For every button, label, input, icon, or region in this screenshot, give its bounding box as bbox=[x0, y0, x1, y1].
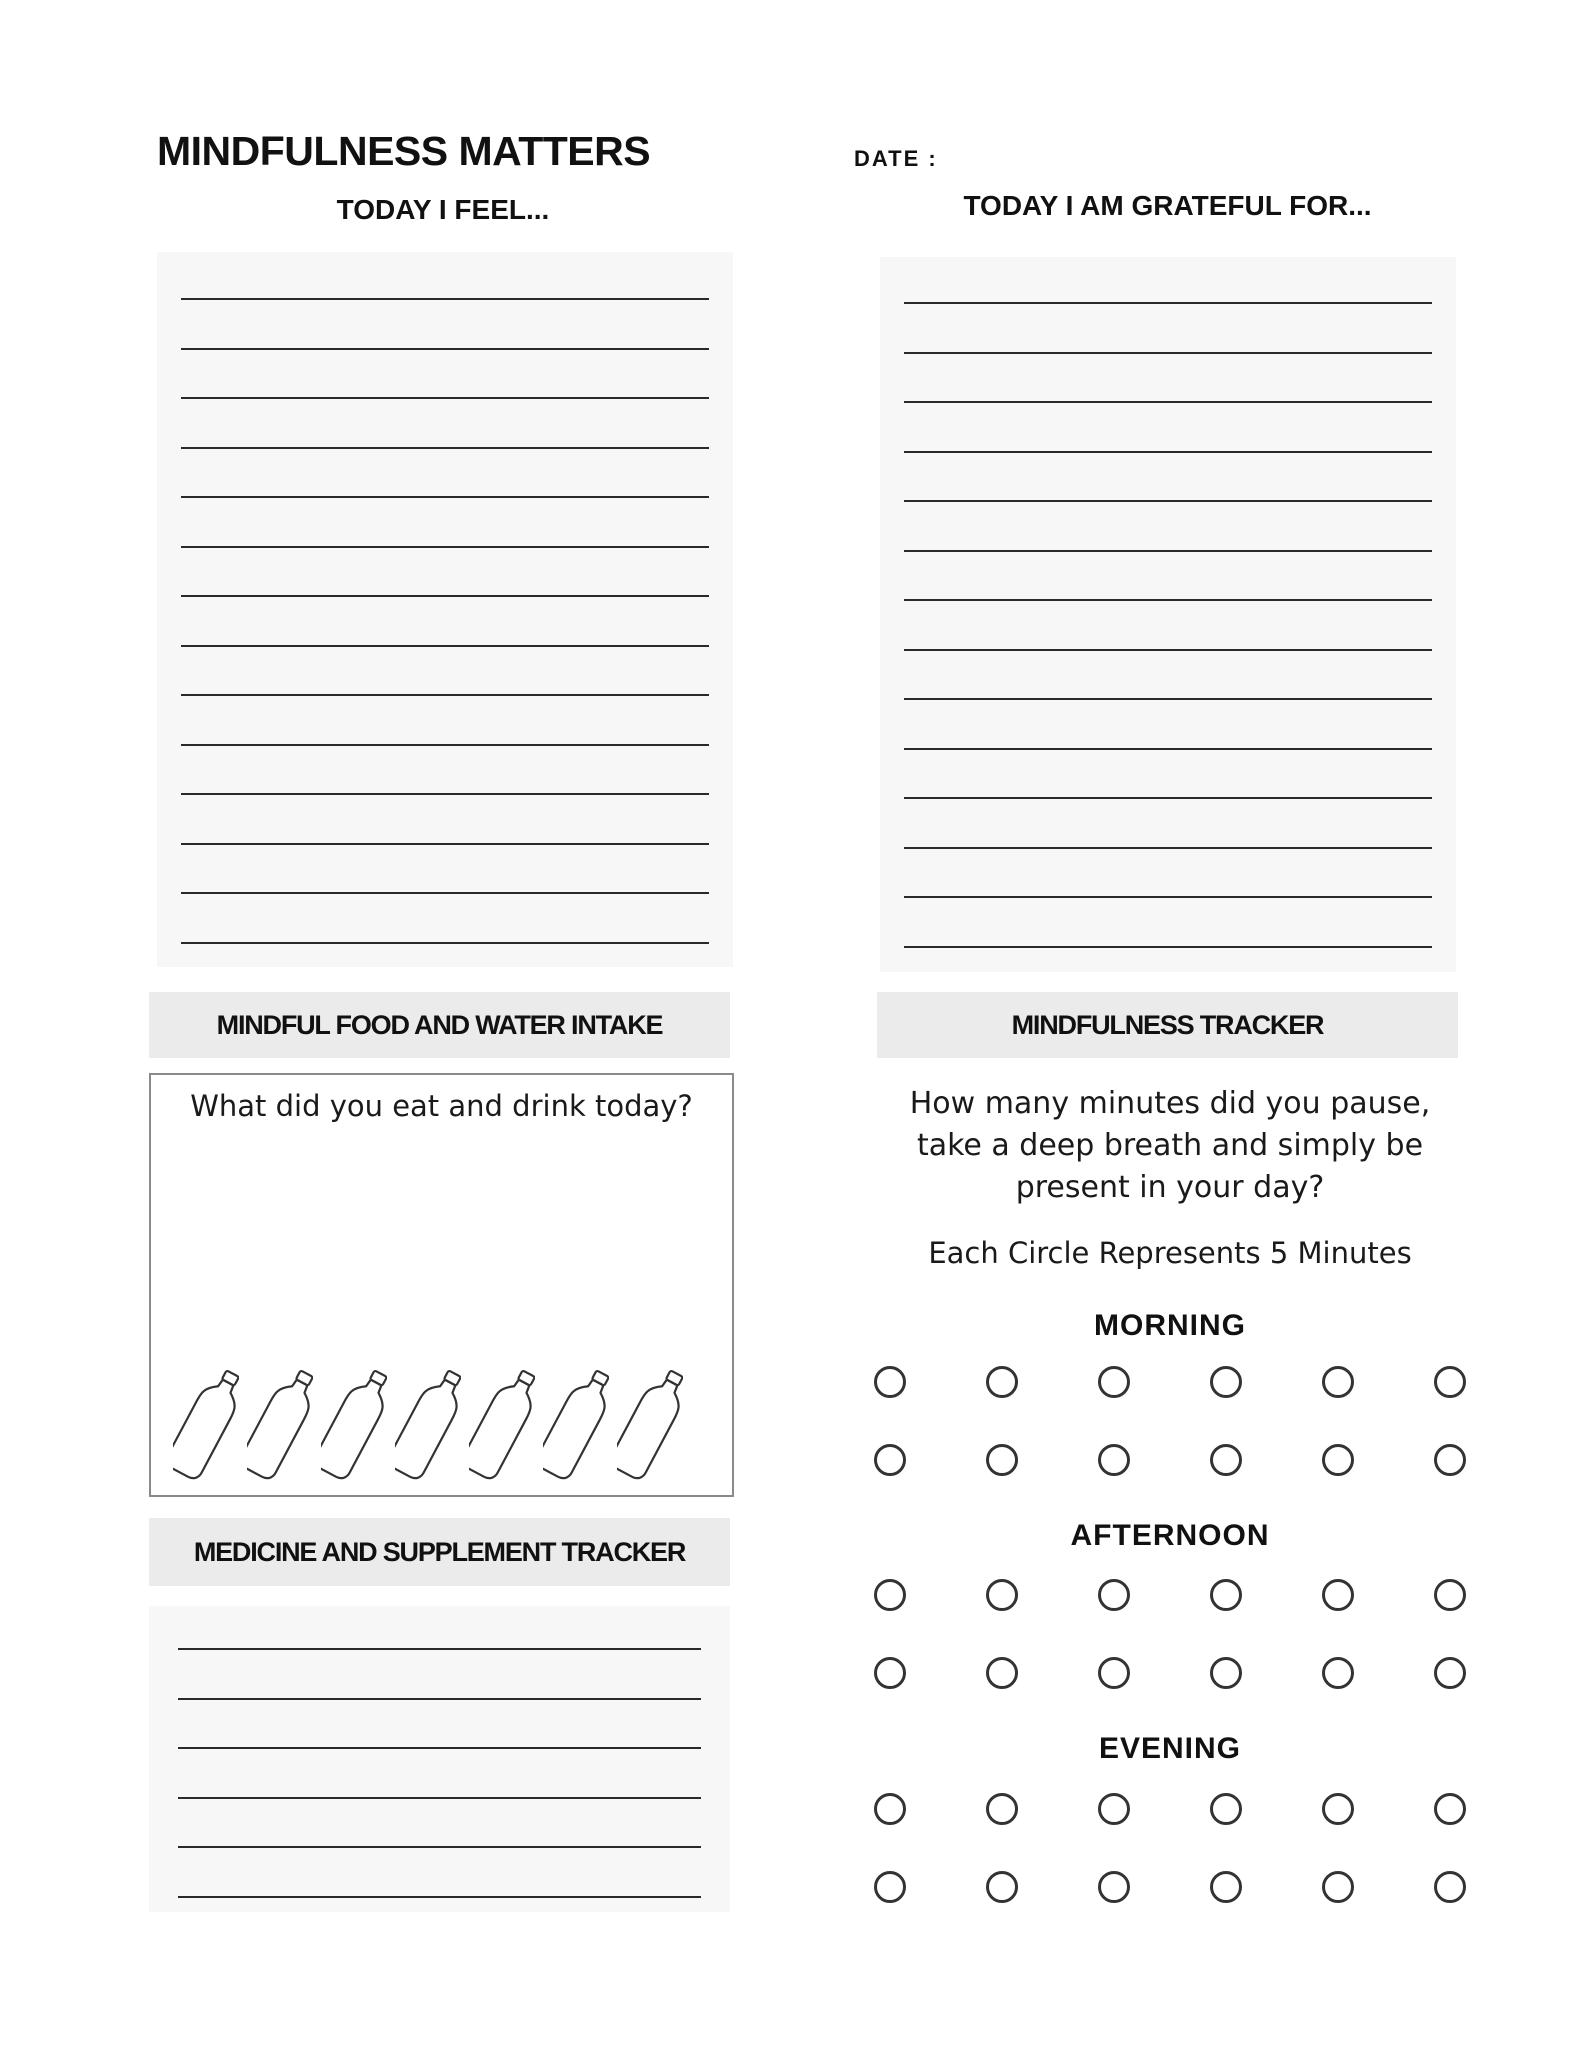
afternoon-circle[interactable] bbox=[1210, 1579, 1242, 1611]
writing-line bbox=[178, 1747, 701, 1749]
morning-circle[interactable] bbox=[986, 1444, 1018, 1476]
evening-circle[interactable] bbox=[1098, 1871, 1130, 1903]
afternoon-circle[interactable] bbox=[1210, 1657, 1242, 1689]
writing-line bbox=[178, 1797, 701, 1799]
writing-line bbox=[904, 401, 1432, 403]
water-bottle-icon bbox=[543, 1365, 609, 1488]
writing-line bbox=[181, 892, 709, 894]
evening-circle[interactable] bbox=[1322, 1871, 1354, 1903]
afternoon-circle[interactable] bbox=[986, 1579, 1018, 1611]
grateful-writing-area[interactable] bbox=[880, 257, 1456, 972]
morning-label: MORNING bbox=[1094, 1309, 1246, 1342]
water-bottle-icon bbox=[173, 1365, 239, 1488]
morning-circle[interactable] bbox=[874, 1444, 906, 1476]
writing-line bbox=[904, 698, 1432, 700]
afternoon-circle[interactable] bbox=[1434, 1579, 1466, 1611]
morning-circle[interactable] bbox=[986, 1366, 1018, 1398]
today-i-feel-writing-area[interactable] bbox=[157, 252, 733, 967]
writing-line bbox=[181, 645, 709, 647]
water-bottle-icon bbox=[247, 1365, 313, 1488]
page-title: MINDFULNESS MATTERS bbox=[157, 128, 651, 174]
evening-circle[interactable] bbox=[874, 1871, 906, 1903]
medicine-writing-area[interactable] bbox=[149, 1606, 730, 1912]
morning-circle[interactable] bbox=[1098, 1366, 1130, 1398]
writing-line bbox=[904, 946, 1432, 948]
mindfulness-tracker-heading: MINDFULNESS TRACKER bbox=[1011, 1009, 1324, 1040]
food-question: What did you eat and drink today? bbox=[190, 1089, 693, 1123]
morning-circle[interactable] bbox=[1322, 1444, 1354, 1476]
afternoon-circle[interactable] bbox=[874, 1657, 906, 1689]
evening-label: EVENING bbox=[1098, 1732, 1242, 1765]
writing-line bbox=[178, 1846, 701, 1848]
morning-circle[interactable] bbox=[1434, 1444, 1466, 1476]
morning-circle[interactable] bbox=[874, 1366, 906, 1398]
evening-circle[interactable] bbox=[1434, 1871, 1466, 1903]
morning-circle[interactable] bbox=[1210, 1444, 1242, 1476]
writing-line bbox=[181, 843, 709, 845]
afternoon-label: AFTERNOON bbox=[1070, 1519, 1270, 1552]
writing-line bbox=[904, 500, 1432, 502]
writing-line bbox=[178, 1648, 701, 1650]
food-water-box[interactable] bbox=[149, 1073, 734, 1497]
writing-line bbox=[181, 447, 709, 449]
water-bottle-icon bbox=[469, 1365, 535, 1488]
circle-legend: Each Circle Represents 5 Minutes bbox=[928, 1236, 1412, 1270]
afternoon-circle[interactable] bbox=[1098, 1657, 1130, 1689]
writing-line bbox=[181, 942, 709, 944]
writing-line bbox=[904, 302, 1432, 304]
evening-circle[interactable] bbox=[1210, 1793, 1242, 1825]
tracker-question: How many minutes did you pause, take a deep breath and simply be present in your day? bbox=[909, 1086, 1431, 1205]
afternoon-circle[interactable] bbox=[986, 1657, 1018, 1689]
writing-line bbox=[904, 451, 1432, 453]
water-bottle-icon bbox=[395, 1365, 461, 1488]
morning-circle[interactable] bbox=[1434, 1366, 1466, 1398]
afternoon-circle[interactable] bbox=[1322, 1579, 1354, 1611]
today-i-feel-heading: TODAY I FEEL... bbox=[336, 194, 550, 225]
food-water-heading: MINDFUL FOOD AND WATER INTAKE bbox=[216, 1009, 663, 1040]
morning-circle[interactable] bbox=[1322, 1366, 1354, 1398]
food-water-heading-band bbox=[149, 992, 730, 1058]
writing-line bbox=[904, 550, 1432, 552]
writing-line bbox=[181, 793, 709, 795]
medicine-heading-band bbox=[149, 1518, 730, 1586]
writing-line bbox=[181, 496, 709, 498]
water-bottle-icon bbox=[321, 1365, 387, 1488]
writing-line bbox=[181, 546, 709, 548]
writing-line bbox=[181, 348, 709, 350]
evening-circle[interactable] bbox=[986, 1793, 1018, 1825]
evening-circle[interactable] bbox=[1098, 1793, 1130, 1825]
water-bottle-icon bbox=[617, 1365, 683, 1488]
writing-line bbox=[904, 797, 1432, 799]
writing-line bbox=[178, 1698, 701, 1700]
afternoon-circle[interactable] bbox=[1322, 1657, 1354, 1689]
writing-line bbox=[904, 599, 1432, 601]
writing-line bbox=[178, 1896, 701, 1898]
evening-circle[interactable] bbox=[986, 1871, 1018, 1903]
writing-line bbox=[181, 744, 709, 746]
mindfulness-tracker-heading-band bbox=[877, 992, 1458, 1058]
date-label: DATE : bbox=[854, 146, 938, 171]
writing-line bbox=[904, 748, 1432, 750]
writing-line bbox=[181, 397, 709, 399]
afternoon-circle[interactable] bbox=[1098, 1579, 1130, 1611]
afternoon-circle[interactable] bbox=[874, 1579, 906, 1611]
evening-circle[interactable] bbox=[1210, 1871, 1242, 1903]
afternoon-circle[interactable] bbox=[1434, 1657, 1466, 1689]
medicine-heading: MEDICINE AND SUPPLEMENT TRACKER bbox=[193, 1536, 686, 1567]
evening-circle[interactable] bbox=[1322, 1793, 1354, 1825]
evening-circle[interactable] bbox=[1434, 1793, 1466, 1825]
writing-line bbox=[904, 649, 1432, 651]
writing-line bbox=[181, 595, 709, 597]
writing-line bbox=[181, 694, 709, 696]
writing-line bbox=[181, 298, 709, 300]
writing-line bbox=[904, 896, 1432, 898]
writing-line bbox=[904, 352, 1432, 354]
evening-circle[interactable] bbox=[874, 1793, 906, 1825]
morning-circle[interactable] bbox=[1210, 1366, 1242, 1398]
morning-circle[interactable] bbox=[1098, 1444, 1130, 1476]
grateful-heading: TODAY I AM GRATEFUL FOR... bbox=[963, 190, 1372, 221]
writing-line bbox=[904, 847, 1432, 849]
